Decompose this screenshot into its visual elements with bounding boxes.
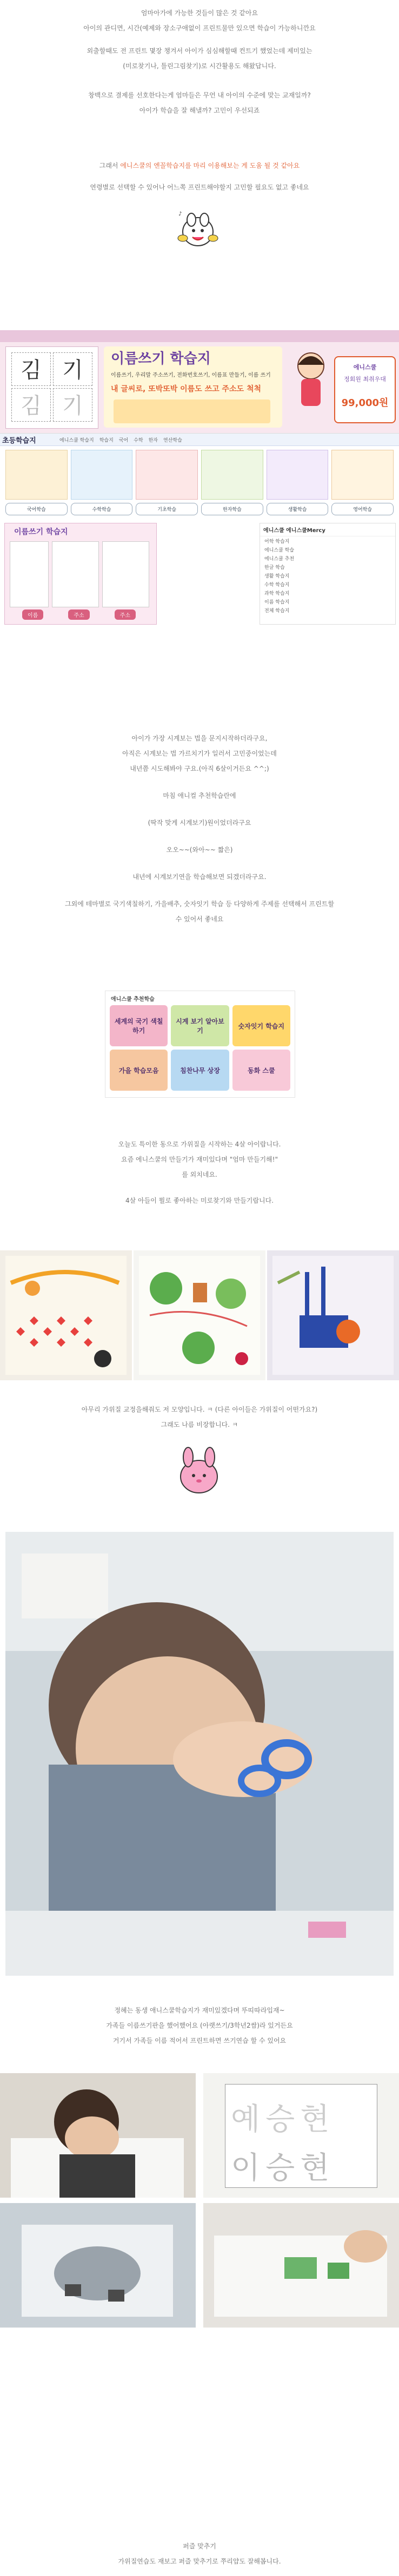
category-button[interactable]: 영어학습 [331,503,394,515]
cartoon-sticker [171,205,225,253]
photo-puzzle-hands [203,2203,399,2328]
body-block-3 [0,1402,399,1432]
banner-name-writing-list [0,520,399,628]
banner-elementary [0,433,399,521]
elementary-tabs [59,436,182,443]
body-line: 내년에 시계보기연을 학습해보면 되겠더라구요. [132,873,267,881]
recommend-card-title: 숫자잇기 학습지 [238,1022,284,1030]
body-line: 아이가 가장 시계보는 법을 문지시작하더라구요, [131,735,268,742]
category-button[interactable]: 기초학습 [136,503,198,515]
recommend-header: 애니스쿨 추천학습 [111,997,155,1002]
cartoon-girl-icon [289,346,332,411]
recommend-card-title: 침찬나무 상장 [180,1066,220,1074]
body-line: 수 있어서 좋네요 [175,915,224,923]
body-line: 퍼즐 맞추기 [183,2542,216,2550]
maze-photo-3 [267,1250,399,1380]
tab-item[interactable]: 연산학습 [163,438,182,443]
intro-line: 외출할때도 전 프린트 몇장 챙겨서 아이가 심심해할때 컨트기 했었는데 제미있는 [87,47,312,55]
tab-item[interactable]: 에니스쿨 학습지 [59,438,94,443]
sub-label: 주소 [115,609,136,620]
category-button[interactable]: 한자학습 [201,503,263,515]
list-item[interactable]: 과학 학습지 [264,591,290,597]
recommend-card-title: 동화 스쿨 [248,1066,275,1074]
intro-line: (미로찾기나, 틀린그림찾기)로 시간활용도 해왔답니다. [123,62,276,70]
child-cutting-photo [5,1532,394,1976]
sub-label: 주소 [68,609,89,620]
body-line: 거기서 가족들 이름 적어서 프린트하면 쓰기연습 할 수 있어요 [112,2037,287,2044]
recommend-card-title: 세계의 국기 색칠하기 [114,1018,163,1034]
list-item[interactable]: 이름 학습지 [264,600,290,605]
list-item[interactable]: 에니스쿨 추천 [264,556,295,562]
intro-line: 아이가 학습을 잘 해낼까? 고민이 우선되죠 [139,107,260,114]
worksheet-preview: 김 기 김 기 [5,346,98,429]
pink-character-sticker [171,1445,227,1499]
svg-text:♪: ♪ [178,211,182,217]
body-block-2 [0,1137,399,1208]
banner-subtitle: 이름쓰기, 우리말 주소쓰기, 전화번호쓰기, 이름표 만들기, 이름 쓰기 [111,372,271,378]
list-panel: 에니스쿨 에니스쿨Mercy 어학 학습지 에니스쿨 학습 에니스쿨 추천 한글 학습 생활 학습지 수학 학습지 과학 학습지 이름 학습지 전체 학습지 [260,523,396,625]
banner-title: 이름쓰기 학습지 [111,351,211,367]
maze-photo-2 [134,1250,265,1380]
recommend-card[interactable] [232,1050,290,1091]
maze-photos [0,1250,399,1380]
body-line: 가위질연습도 재보고 퍼즐 맞추기로 쭈리얍도 잘해봅니다. [118,2558,281,2565]
tab-item[interactable]: 수학 [134,438,143,443]
category-button[interactable]: 생활학습 [267,503,329,515]
recommend-card[interactable] [171,1050,229,1091]
category-button[interactable]: 수학학습 [71,503,133,515]
recommend-card[interactable] [232,1005,290,1046]
promo-block [0,158,399,195]
body-line: 요즘 에니스쿨의 만들기가 재미있다며 "엄마 만들기해!" [121,1156,278,1163]
banner-name-writing [0,330,399,433]
tab-item[interactable]: 학습지 [99,438,114,443]
recommend-card-title: 가을 학습모음 [118,1066,159,1074]
sub-label: 이름 [22,609,43,620]
worksheet-name-1: 예승현 [231,2102,335,2137]
photo-puzzle-pieces [0,2203,196,2328]
body-line: (딱작 맞게 시계보기)원이었더라구요 [148,819,251,827]
recommend-card[interactable] [110,1005,168,1046]
list-banner-title: 이름쓰기 학습지 [14,528,68,536]
recommend-panel [105,991,295,1098]
body-block-1 [0,731,399,927]
body-line: 아무리 가위질 교정을해줘도 저 모양입니다. ㅋ (다른 아이들은 가위질이 어떤가요?) [81,1406,318,1413]
banner-tagline: 내 글씨로, 또박또박 이름도 쓰고 주소도 척척 [111,385,261,394]
elementary-logo: 초등학습지 [2,437,36,445]
body-line: 를 외치네요. [182,1171,217,1178]
maze-photo-1 [0,1250,132,1380]
body-line: 오늘도 특이한 동으로 가위질을 시작하는 4살 아이랍니다. [118,1140,281,1148]
list-item[interactable]: 한글 학습 [264,565,285,571]
body-line: 아직은 시계보는 법 가르치기가 일러서 고민중이었는데 [122,750,277,757]
list-item[interactable]: 어학 학습지 [264,539,290,545]
recommend-card[interactable] [171,1005,229,1046]
list-item[interactable]: 전체 학습지 [264,608,290,614]
promo-line: 그래서 에니스쿨의 엔꼴학습지를 마리 이용해보는 게 도움 될 것 같아요 [99,162,300,169]
photo-name-worksheet [203,2073,399,2198]
body-line: 4살 아들이 뭘로 좋아하는 미로찾기와 만들기랍니다. [125,1197,274,1204]
intro-line: 아이의 관디면, 시간(예제와 장소구애없이 프린트물만 있으면 학습이 가능하니깐요 [83,24,316,32]
list-item[interactable]: 에니스쿨 학습 [264,548,295,553]
intro-block [0,5,399,118]
body-line: 가족들 이름쓰기판을 했어했어요 (아랫쓰기/3학년2쌈)라 있거든요 [106,2022,293,2029]
photo-child-writing [0,2073,196,2198]
list-item[interactable]: 생활 학습지 [264,574,290,579]
tab-item[interactable]: 국어 [118,438,129,443]
body-line: 그외에 테마별로 국기색칠하기, 가을배추, 숫자잇기 학습 등 다양하게 주제를 선택해서 프린트할 [65,900,334,908]
tab-item[interactable]: 한자 [148,438,158,443]
category-button[interactable]: 국어학습 [5,503,68,515]
recommend-card[interactable] [110,1050,168,1091]
worksheet-photos [0,2073,399,2328]
body-line: 그래도 나름 비장합니다. ㅋ [161,1421,238,1428]
body-line: 마침 애니컬 추천학습란에 [163,792,236,799]
promo-highlight: 에니스쿨의 엔꼴학습지를 마리 이용해보는 게 도움 될 것 같아요 [120,162,300,169]
body-line: 오오~~(와아~~ 짧은) [166,846,233,854]
worksheet-name-2: 이승현 [231,2151,335,2186]
intro-line: 엄마아가에 가능한 것들이 많은 것 같아요 [141,9,258,17]
membership-card[interactable]: 에니스쿨 정회원 최취우대 99,000원 [334,356,396,423]
body-line: 내년쯤 시도해봐야 구요.(아직 6살이거든요 ^^;) [130,765,269,772]
body-block-5 [0,2539,399,2569]
promo-line-2: 연령별로 선택할 수 있어나 어느쪽 프린트해야할지 고민할 필요도 없고 좋네요 [90,183,309,191]
recommend-card-title: 시계 보기 알아보기 [176,1018,224,1034]
list-item[interactable]: 수학 학습지 [264,582,290,588]
body-line: 정혜는 동생 애니스쿨학습지가 재미있겠다며 뚜띠따라입재~ [114,2007,285,2014]
body-block-4 [0,2003,399,2048]
intro-line: 창백으로 결제를 선호한다는게 엄마들은 무언 내 아이의 수준에 맞는 교재일까? [88,91,311,99]
